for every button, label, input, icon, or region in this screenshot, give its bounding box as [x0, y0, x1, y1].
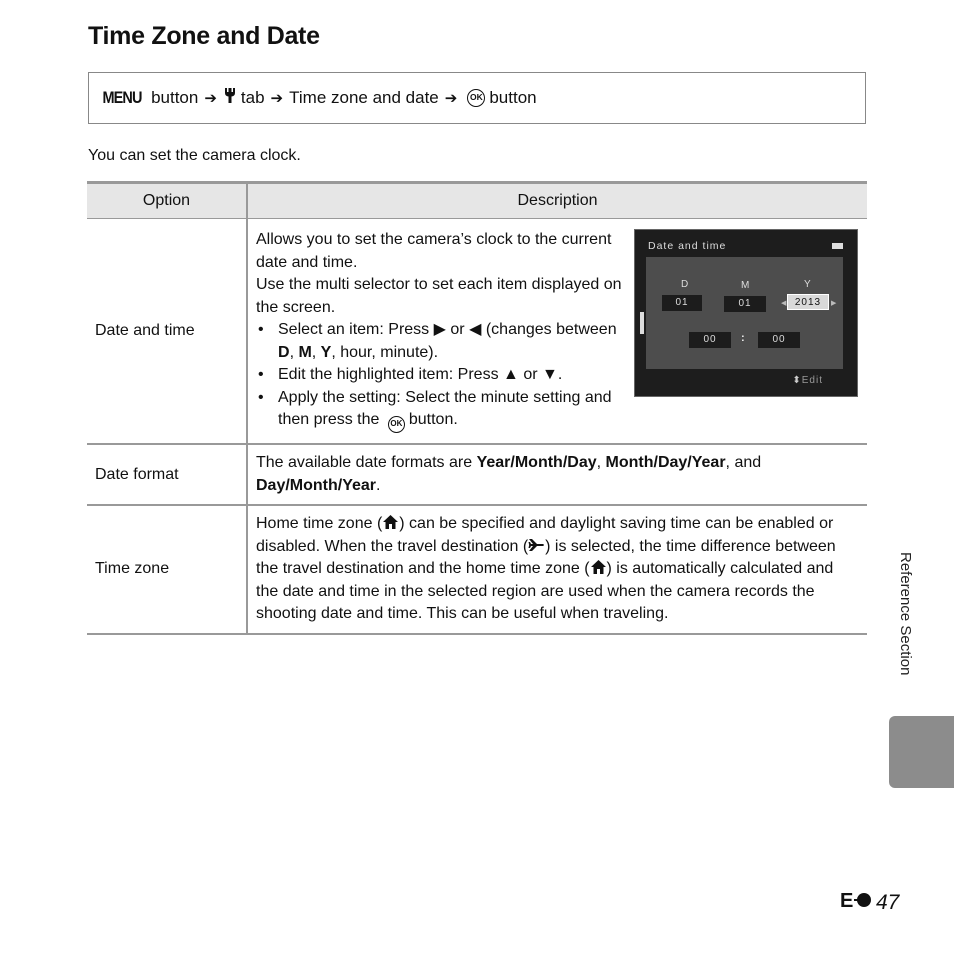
description-time-zone: Home time zone ( ) can be specified and daylight saving time can be enabled or disabled. When the travel destination ( ) is selected, the time difference between the travel destination and the home time zone ( ) is automatically calculated and the date and time in the selected region are used when the camera records the shooting date and time. This can be useful when traveling.	[247, 505, 867, 634]
month-field: 01	[724, 296, 766, 312]
ok-button-icon: OK	[467, 89, 485, 107]
reference-section-icon	[840, 890, 874, 916]
right-arrow-icon: ▶	[433, 321, 446, 338]
year-label: Y	[804, 279, 811, 290]
option-date-format: Date format	[87, 444, 247, 505]
list-item: • Select an item: Press ▶ or ◀ (changes between D, M, Y, hour, minute).	[258, 321, 617, 361]
ok-button-icon: OK	[388, 416, 405, 433]
table-row	[87, 444, 867, 505]
desc-line: Allows you to set the camera’s clock to the current date and time.	[256, 231, 612, 271]
table-row	[87, 505, 867, 634]
page-title: Time Zone and Date	[88, 22, 320, 50]
arrow-icon: ➔	[444, 90, 458, 107]
minute-field: 00	[758, 332, 800, 348]
up-down-icon: ⬍	[792, 375, 802, 386]
table-header-row	[87, 183, 867, 219]
menu-path-box	[88, 72, 866, 124]
option-date-and-time: Date and time	[87, 219, 247, 445]
camera-screen-panel	[646, 257, 843, 369]
option-time-zone: Time zone	[87, 505, 247, 634]
down-arrow-icon: ▼	[542, 366, 558, 383]
menu-item-name: Time zone and date	[289, 88, 439, 107]
left-arrow-icon: ◀	[781, 300, 787, 307]
camera-screen-illustration	[634, 229, 858, 397]
arrow-icon: ➔	[270, 90, 284, 107]
time-colon: :	[741, 332, 745, 344]
scroll-indicator	[640, 312, 644, 334]
intro-text: You can set the camera clock.	[88, 147, 301, 164]
camera-screen-footer: ⬍Edit	[792, 375, 823, 386]
hour-field: 00	[689, 332, 731, 348]
day-label: D	[681, 279, 689, 290]
list-item: • Edit the highlighted item: Press ▲ or ▼.	[258, 366, 563, 383]
tab-word: tab	[240, 88, 265, 107]
header-option: Option	[87, 183, 247, 219]
desc-line: Use the multi selector to set each item displayed on the screen.	[256, 276, 622, 316]
menu-button-word: button	[151, 88, 199, 107]
left-arrow-icon: ◀	[469, 321, 482, 338]
description-date-format: The available date formats are Year/Month/Day, Month/Day/Year, and Day/Month/Year.	[247, 444, 867, 505]
day-field: 01	[662, 295, 702, 311]
header-description: Description	[247, 183, 867, 219]
month-label: M	[741, 280, 750, 291]
right-arrow-icon: ▶	[831, 300, 837, 307]
page-number-text: 47	[876, 891, 900, 914]
setup-tab-icon	[223, 87, 237, 109]
page-prefix-letter: E	[840, 890, 854, 910]
section-tab	[889, 716, 954, 788]
list-item: • Apply the setting: Select the minute setting and then press the OK button.	[256, 387, 626, 434]
year-field: 2013	[787, 294, 829, 310]
section-tab-label: Reference Section	[897, 552, 914, 676]
arrow-icon: ➔	[204, 90, 217, 107]
battery-icon	[832, 243, 843, 249]
home-icon	[382, 515, 399, 532]
up-arrow-icon: ▲	[503, 366, 519, 383]
ok-button-word: button	[489, 88, 537, 107]
menu-button-icon: MENU	[102, 88, 142, 107]
camera-screen-title: Date and time	[648, 240, 727, 252]
home-icon	[590, 560, 607, 577]
page-number	[840, 890, 899, 916]
airplane-icon	[528, 538, 545, 555]
